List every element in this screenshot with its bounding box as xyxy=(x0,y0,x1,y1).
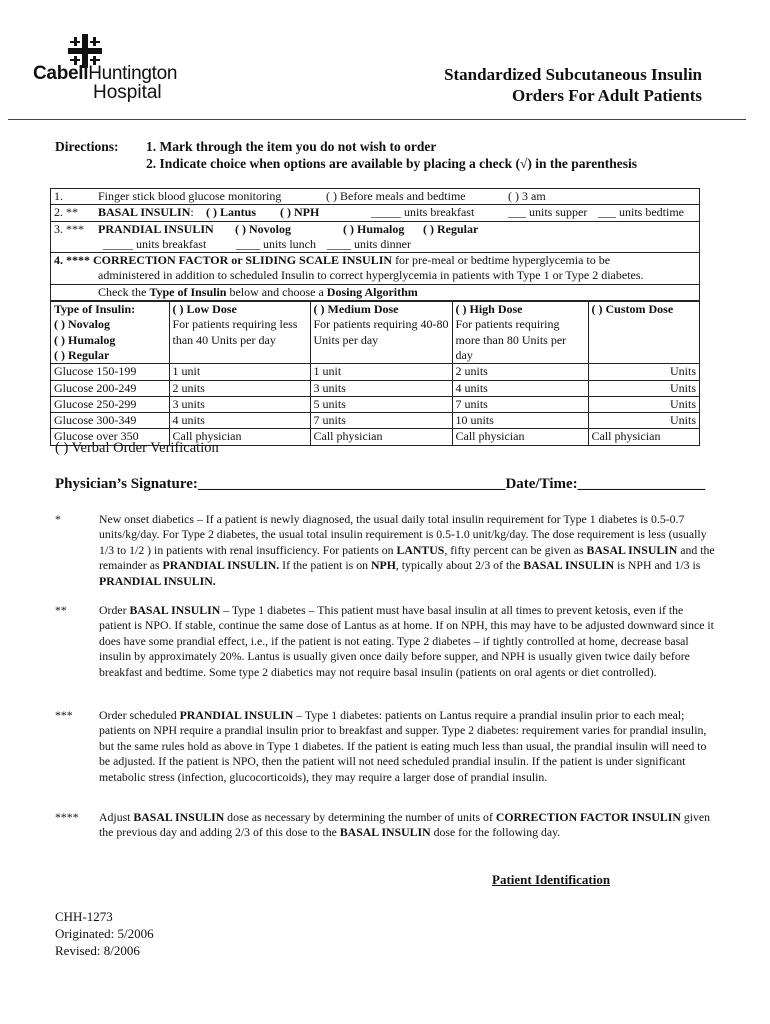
footnote-3 xyxy=(55,708,715,785)
date-time-label: Date/Time: xyxy=(505,476,578,492)
high-dose-description: For patients requiring more than 80 Units per day xyxy=(455,317,567,362)
low-dose-value: 4 units xyxy=(169,413,310,429)
humalog-checkbox[interactable]: ( ) Humalog xyxy=(343,221,405,236)
medium-dose-value: 1 unit xyxy=(310,364,452,380)
nph-checkbox[interactable]: ( ) NPH xyxy=(280,205,320,220)
verbal-order-checkbox[interactable]: ( ) Verbal Order Verification xyxy=(55,440,219,456)
footnote-2 xyxy=(55,603,715,680)
order-number: 2. ** xyxy=(54,205,78,220)
custom-dose-checkbox[interactable]: ( ) Custom Dose xyxy=(591,302,674,317)
glucose-range: Glucose 250-299 xyxy=(51,396,169,412)
prandial-dinner-units-field[interactable]: ____ units dinner xyxy=(327,236,411,251)
order-label: PRANDIAL INSULIN xyxy=(98,221,214,236)
low-dose-value: Call physician xyxy=(169,429,310,445)
order-row-prandial-insulin xyxy=(51,222,699,237)
high-dose-checkbox[interactable]: ( ) High Dose xyxy=(455,302,523,317)
before-meals-checkbox[interactable]: ( ) Before meals and bedtime xyxy=(326,189,466,203)
low-dose-value: 3 units xyxy=(169,396,310,412)
high-dose-value: 7 units xyxy=(452,396,588,412)
footnote-text: New onset diabetics – If a patient is newly diagnosed, the usual daily total insulin requirement for Type 1 diabetes is 0.5-0.7 units/kg/day. For Type 2 diabetes, the usual total insulin requirement is 0.5-1.0 unit/kg/day. The dose requirement is less (usually 1/3 to 1/2 ) in patients with renal insufficiency. For patients on LANTUS, fifty percent can be given as BASAL INSULIN and the remainder as PRANDIAL INSULIN. If the patient is on NPH, typically about 2/3 of the BASAL INSULIN is NPH and 1/3 is PRANDIAL INSULIN. xyxy=(99,512,715,588)
medium-dose-checkbox[interactable]: ( ) Medium Dose xyxy=(313,302,399,317)
high-dose-value: 4 units xyxy=(452,380,588,396)
high-dose-value: 10 units xyxy=(452,413,588,429)
custom-dose-field[interactable]: Units xyxy=(588,380,699,396)
order-label: BASAL INSULIN: xyxy=(98,205,194,220)
hospital-name-sub: Hospital xyxy=(93,82,162,103)
low-dose-value: 1 unit xyxy=(169,364,310,380)
form-title-line2: Orders For Adult Patients xyxy=(512,86,702,105)
type-of-insulin-cell xyxy=(51,302,169,364)
footnote-text: Adjust BASAL INSULIN dose as necessary by determining the number of units of CORRECTION FACTOR INSULIN given the previous day and adding 2/3 of this dose to the BASAL INSULIN dose for the following day. xyxy=(99,810,711,840)
dosing-algorithm-table xyxy=(51,301,699,445)
revised-date: Revised: 8/2006 xyxy=(55,943,140,958)
hospital-name: CabellHuntington xyxy=(33,63,178,84)
basal-supper-units-field[interactable]: ___ units supper xyxy=(508,205,588,220)
order-row-correction-line3 xyxy=(51,285,699,301)
order-row-correction xyxy=(51,253,699,268)
footnote-marker: **** xyxy=(55,810,79,824)
footnote-text: Order scheduled PRANDIAL INSULIN – Type 1 diabetes: patients on Lantus require a prandial insulin prior to each meal; patients on NPH require a prandial insulin prior to breakfast and supper. Type 2 diabetes: requirement varies for prandial insulin, but the same rules hold as above in Type 1 diabetes. If the patient is eating much less than usual, the prandial insulin will need to be adjusted. If the patient is NPO, then the patient will not need scheduled prandial insulin. If the patient is under significant metabolic stress (infection, glucocorticoids), they may require a larger dose of prandial insulin. xyxy=(99,708,707,784)
3am-checkbox[interactable]: ( ) 3 am xyxy=(508,189,546,203)
footnote-4 xyxy=(55,810,715,841)
prandial-lunch-units-field[interactable]: ____ units lunch xyxy=(236,236,316,251)
low-dose-checkbox[interactable]: ( ) Low Dose xyxy=(172,302,237,317)
table-row xyxy=(51,380,699,396)
custom-dose-field[interactable]: Call physician xyxy=(588,429,699,445)
humalog-type-checkbox[interactable]: ( ) Humalog xyxy=(54,332,116,347)
custom-dose-field[interactable]: Units xyxy=(588,364,699,380)
type-of-insulin-header: Type of Insulin: xyxy=(54,302,136,317)
glucose-range: Glucose 200-249 xyxy=(51,380,169,396)
lantus-checkbox[interactable]: ( ) Lantus xyxy=(206,205,257,220)
form-number: CHH-1273 xyxy=(55,909,113,924)
order-text: 4. **** CORRECTION FACTOR or SLIDING SCALE INSULIN for pre-meal or bedtime hyperglycemia to be xyxy=(54,253,611,268)
originated-date: Originated: 5/2006 xyxy=(55,926,154,941)
low-dose-description: For patients requiring less than 40 Units per day xyxy=(172,317,298,347)
novolog-checkbox[interactable]: ( ) Novolog xyxy=(235,221,291,236)
order-row-glucose-monitoring xyxy=(51,189,699,205)
medium-dose-value: 7 units xyxy=(310,413,452,429)
dosing-header-row xyxy=(51,302,699,364)
basal-bedtime-units-field[interactable]: ___ units bedtime xyxy=(598,205,684,220)
date-time-field[interactable]: _________________ xyxy=(577,476,706,492)
medium-dose-value: Call physician xyxy=(310,429,452,445)
glucose-range: Glucose over 350 xyxy=(51,429,169,445)
footnote-marker: ** xyxy=(55,603,67,617)
table-row xyxy=(51,396,699,412)
signature-line xyxy=(55,476,705,493)
high-dose-value: 2 units xyxy=(452,364,588,380)
custom-dose-field[interactable]: Units xyxy=(588,396,699,412)
order-row-basal-insulin xyxy=(51,205,699,221)
order-row-prandial-units xyxy=(51,237,699,253)
medium-dose-value: 3 units xyxy=(310,380,452,396)
order-number: 1. xyxy=(54,189,63,203)
order-number: 3. *** xyxy=(54,221,84,236)
insulin-order-form xyxy=(50,188,700,446)
signature-label: Physician’s Signature: xyxy=(55,476,198,492)
glucose-range: Glucose 300-349 xyxy=(51,413,169,429)
high-dose-value: Call physician xyxy=(452,429,588,445)
order-text: Finger stick blood glucose monitoring xyxy=(98,189,282,203)
footnote-marker: * xyxy=(55,512,61,526)
order-text: Check the Type of Insulin below and choose a Dosing Algorithm xyxy=(98,284,418,299)
directions-label: Directions: xyxy=(55,139,119,154)
direction-2: 2. Indicate choice when options are available by placing a check (√) in the parenthesis xyxy=(146,156,638,171)
order-text: administered in addition to scheduled Insulin to correct hyperglycemia in patients with Type 1 or Type 2 diabetes. xyxy=(98,268,644,283)
footnote-text: Order BASAL INSULIN – Type 1 diabetes – This patient must have basal insulin at all times to prevent ketosis, even if the patient is NPO. If stable, continue the same dose of Lantus as at home. If on NPH, this may have to be adjusted downward since it does have some prandial effect, i.e., if the patient is not eating. Type 2 diabetes – if tightly controlled at home, decrease basal insulin by approximately 20%. Lantus is usually given once daily before supper, and NPH is usually given twice daily before breakfast and bedtime. Some type 2 diabetics may not require basal insulin (patients on oral agents or diet controlled). xyxy=(99,603,714,679)
low-dose-cell xyxy=(169,302,310,364)
basal-breakfast-units-field[interactable]: _____ units breakfast xyxy=(371,205,475,220)
glucose-range: Glucose 150-199 xyxy=(51,364,169,380)
custom-dose-cell xyxy=(588,302,699,364)
regular-checkbox[interactable]: ( ) Regular xyxy=(423,221,479,236)
novalog-checkbox[interactable]: ( ) Novalog xyxy=(54,317,110,332)
footnote-1 xyxy=(55,512,715,589)
prandial-breakfast-units-field[interactable]: _____ units breakfast xyxy=(103,236,207,251)
table-row xyxy=(51,413,699,429)
direction-1: 1. Mark through the item you do not wish to order xyxy=(146,139,437,154)
form-title-line1: Standardized Subcutaneous Insulin xyxy=(444,65,702,84)
order-row-correction-line2 xyxy=(51,268,699,284)
header-divider xyxy=(8,119,746,120)
table-row xyxy=(51,364,699,380)
footnote-marker: *** xyxy=(55,708,73,722)
regular-type-checkbox[interactable]: ( ) Regular xyxy=(54,347,110,362)
patient-identification-label: Patient Identification xyxy=(492,872,611,887)
signature-field[interactable]: _________________________________________ xyxy=(197,476,506,492)
medium-dose-cell xyxy=(310,302,452,364)
medium-dose-description: For patients requiring 40-80 Units per day xyxy=(313,317,449,347)
high-dose-cell xyxy=(452,302,588,364)
medium-dose-value: 5 units xyxy=(310,396,452,412)
low-dose-value: 2 units xyxy=(169,380,310,396)
custom-dose-field[interactable]: Units xyxy=(588,413,699,429)
